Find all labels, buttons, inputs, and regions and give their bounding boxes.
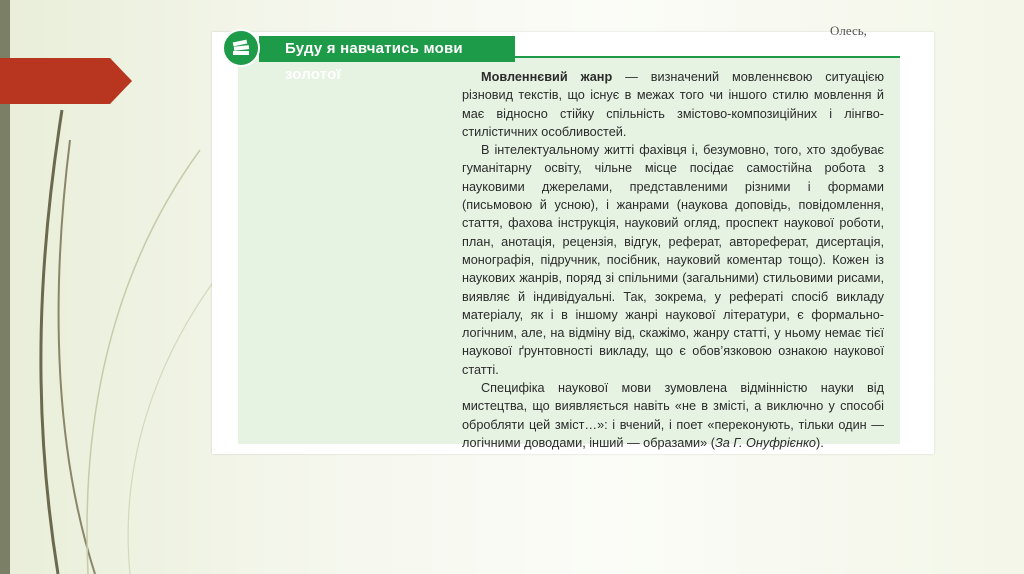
section-title: Буду я навчатись мови золотої bbox=[259, 36, 515, 62]
arrow-right-icon bbox=[0, 58, 132, 104]
paragraph-2: В інтелектуальному житті фахівця і, безумовно, того, хто здобуває гуманітарну освіту, чільне місце посідає самостійна робота з науковими джерелами, представленими різними і формами (письмовою й усною), і жанрами (наукова доповідь, повідомлення, стаття, фахова інструкція, науковий огляд, проспект наукової роботи, план, анотація, рецензія, відгук, реферат, автореферат, дисертація, монографія, підручник, посібник, науковий коментар тощо). Кожен із наукових жанрів, поряд зі спільними (загальними) стильовими рисами, виявляє й індивідуальні. Так, зокрема, у рефераті спосіб викладу матеріалу, як і в іншому жанрі наукової літератури, є формально-логічним, але, на відміну від, скажімо, жанру статті, у ньому немає тієї наукової ґрунтовності викладу, що є обов’язковою ознакою наукової статті. bbox=[462, 143, 884, 377]
term-bold: Мовленнєвий жанр bbox=[481, 70, 613, 84]
books-icon bbox=[222, 29, 260, 67]
paragraph-1-text: — визначений мовленнєвою ситуацією різновид текстів, що існує в межах того чи іншого стилю мовлення й має відносно стійку спільність змістово-композиційних і лінгво-стилістичних особливостей. bbox=[462, 70, 885, 139]
corner-text-fragment: Олесь, bbox=[830, 23, 867, 38]
source-citation: За Г. Онуфрієнко bbox=[714, 435, 816, 450]
paragraph-3 bbox=[462, 379, 884, 452]
body-text bbox=[462, 68, 884, 452]
slide-content bbox=[212, 23, 934, 454]
paragraph-3-end: ). bbox=[816, 435, 824, 450]
paragraph-1 bbox=[462, 68, 884, 141]
paragraph-3-text: Специфіка наукової мови зумовлена відмінністю науки від мистецтва, що виявляється навіть «не в змісті, а виключно у способі обробляти цей зміст…»: і вчений, і поет «переконують, тільки один — логічними доводами, інший — образами» ( bbox=[462, 381, 884, 450]
